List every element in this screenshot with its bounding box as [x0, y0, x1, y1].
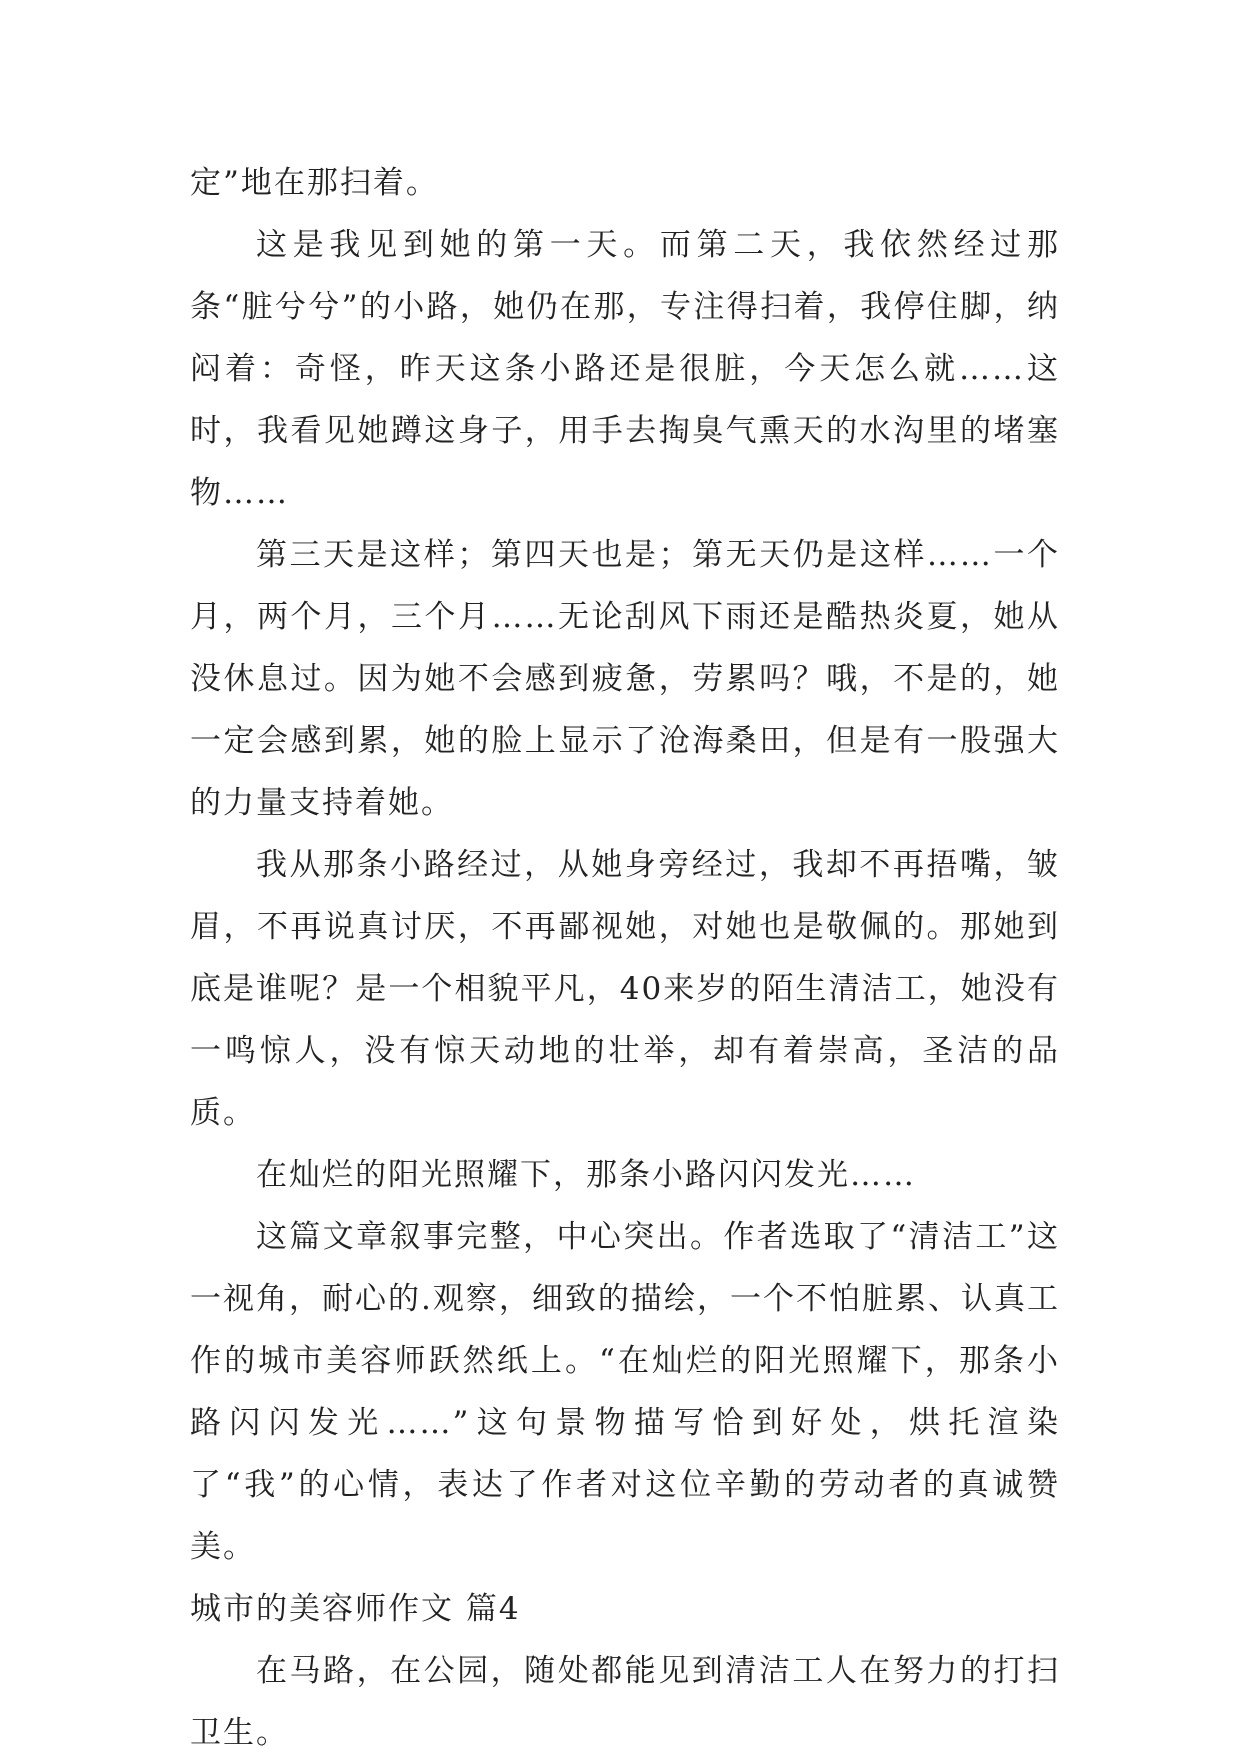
paragraph-second-day: 这是我见到她的第一天。而第二天，我依然经过那条“脏兮兮”的小路，她仍在那，专注得扫着，我停住脚，纳闷着：奇怪，昨天这条小路还是很脏，今天怎么就……这时，我看见她蹲这身子，用手去掏臭气熏天的水沟里的堵塞物…… — [190, 227, 1060, 511]
document-body — [190, 152, 1060, 1764]
paragraph-who-is-she: 我从那条小路经过，从她身旁经过，我却不再捂嘴，皱眉，不再说真讨厌，不再鄙视她，对她也是敬佩的。那她到底是谁呢？是一个相貌平凡，40来岁的陌生清洁工，她没有一鸣惊人，没有惊天动地的壮举，却有着崇高，圣洁的品质。 — [190, 847, 1060, 1131]
paragraph-third-day: 第三天是这样；第四天也是；第无天仍是这样……一个月，两个月，三个月……无论刮风下雨还是酷热炎夏，她从没休息过。因为她不会感到疲惫，劳累吗？哦，不是的，她一定会感到累，她的脸上显示了沧海桑田，但是有一股强大的力量支持着她。 — [190, 537, 1060, 821]
section-heading: 城市的美容师作文 篇4 — [190, 1591, 521, 1627]
paragraph-new-section-intro: 在马路，在公园，随处都能见到清洁工人在努力的打扫卫生。 — [190, 1653, 1060, 1751]
paragraph-sunlight: 在灿烂的阳光照耀下，那条小路闪闪发光…… — [256, 1157, 916, 1193]
paragraph-commentary: 这篇文章叙事完整，中心突出。作者选取了“清洁工”这一视角，耐心的.观察，细致的描绘，一个不怕脏累、认真工作的城市美容师跃然纸上。“在灿烂的阳光照耀下，那条小路闪闪发光……”这句景物描写恰到好处，烘托渲染了“我”的心情，表达了作者对这位辛勤的劳动者的真诚赞美。 — [190, 1219, 1060, 1565]
paragraph-continuation: 定”地在那扫着。 — [190, 165, 439, 201]
